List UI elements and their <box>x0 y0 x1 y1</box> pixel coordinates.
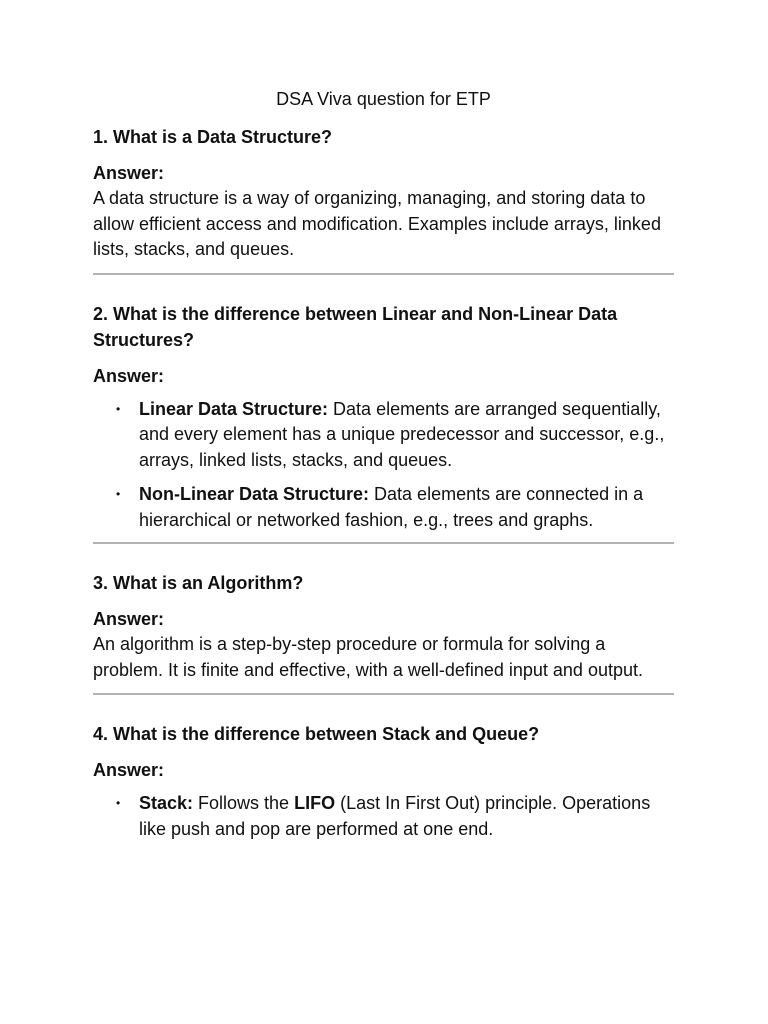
question-3: 3. What is an Algorithm? <box>93 573 304 593</box>
qa-section-1 <box>93 124 674 263</box>
bullet-list-4 <box>93 791 674 842</box>
list-item <box>116 482 674 533</box>
bullet-icon: • <box>116 487 121 501</box>
question-4: 4. What is the difference between Stack and Queue? <box>93 724 540 744</box>
section-divider <box>93 542 674 544</box>
question-1: 1. What is a Data Structure? <box>93 127 333 147</box>
qa-section-2 <box>93 301 674 534</box>
section-divider <box>93 273 674 275</box>
bullet-emphasis: LIFO <box>294 793 336 813</box>
qa-section-3 <box>93 570 674 683</box>
list-item <box>116 397 674 474</box>
bullet-text: Data elements are arranged sequentially, and every element has a unique predecessor and successor, e.g., arrays, linked lists, stacks, and queues. <box>139 398 665 470</box>
list-item <box>116 791 674 842</box>
bullet-text: Follows the <box>193 793 295 813</box>
bullet-term: Non-Linear Data Structure: <box>139 484 370 504</box>
bullet-icon: • <box>116 401 121 416</box>
bullet-list-2 <box>93 397 674 534</box>
document-title: DSA Viva question for ETP <box>276 89 491 109</box>
question-2: 2. What is the difference between Linear and Non-Linear Data Structures? <box>93 303 618 350</box>
section-divider <box>93 693 674 695</box>
bullet-icon: • <box>116 796 121 810</box>
answer-label-4: Answer: <box>93 760 165 780</box>
qa-section-4 <box>93 721 674 842</box>
bullet-term: Stack: <box>139 793 194 813</box>
answer-text-1: A data structure is a way of organizing, managing, and storing data to allow efficient access and modification. Examples include arrays, linked lists, stacks, and queues. <box>93 188 661 259</box>
bullet-term: Linear Data Structure: <box>139 398 329 419</box>
answer-label-3: Answer: <box>93 609 165 629</box>
answer-label-2: Answer: <box>93 365 165 386</box>
bullet-text: (Last In First Out) principle. Operations like push and pop are performed at one end. <box>139 793 651 839</box>
answer-text-3: An algorithm is a step-by-step procedure or formula for solving a problem. It is finite and effective, with a well-defined input and output. <box>93 634 643 680</box>
bullet-text: Data elements are connected in a hierarchical or networked fashion, e.g., trees and graphs. <box>139 484 644 530</box>
answer-label-1: Answer: <box>93 163 165 183</box>
